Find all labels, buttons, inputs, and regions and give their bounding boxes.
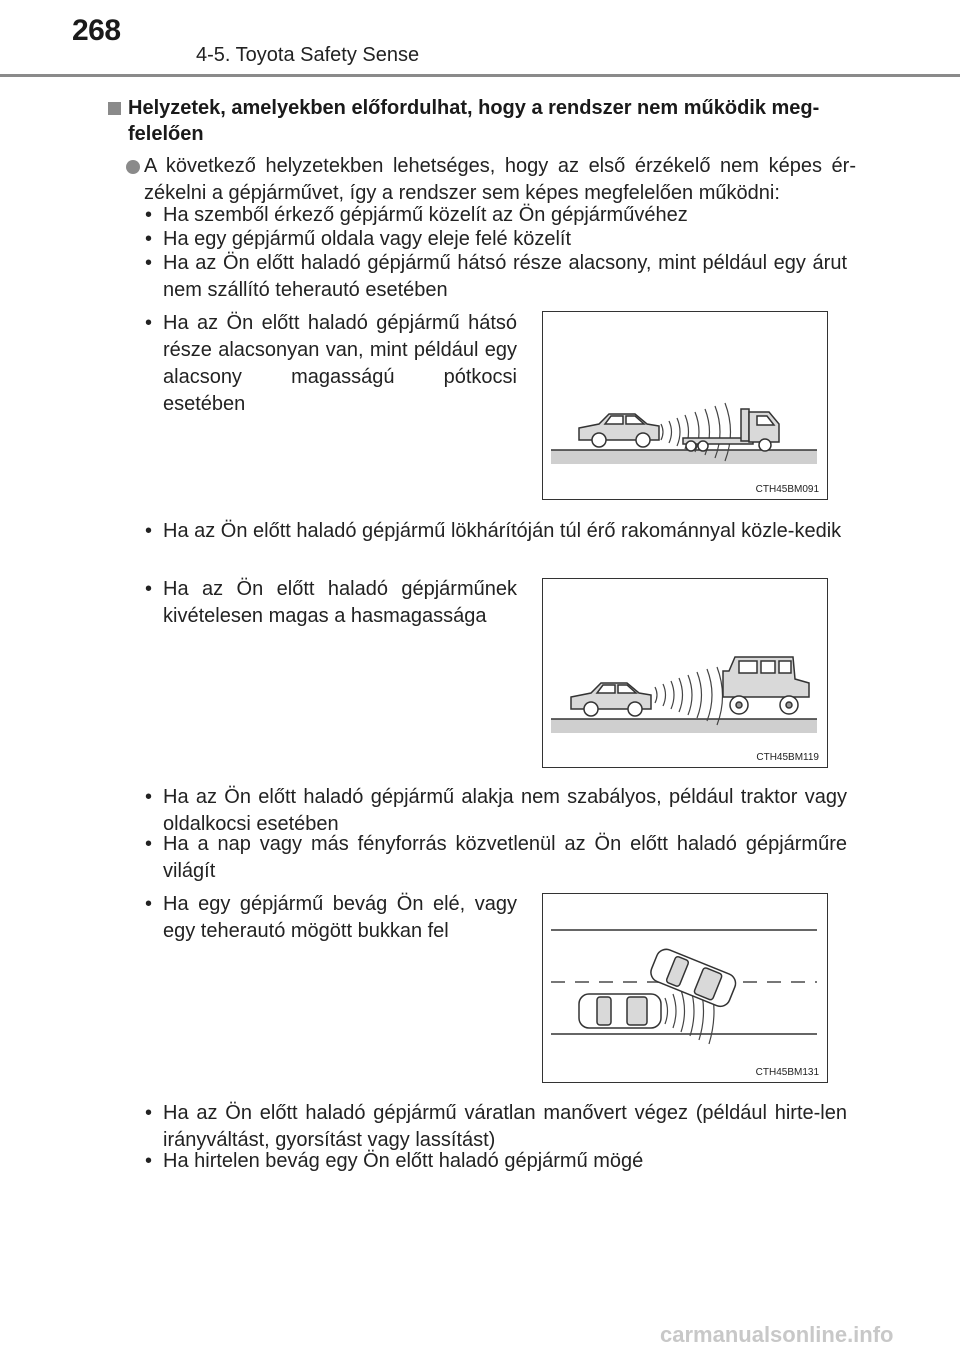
circle-bullet-icon: [126, 160, 140, 174]
list-item: • Ha egy gépjármű oldala vagy eleje felé közelít: [145, 228, 572, 250]
radar-waves-icon: [655, 667, 723, 725]
list-item: • Ha a nap vagy más fényforrás közvetlenül az Ön előtt haladó gépjárműre világít: [145, 833, 847, 882]
car-icon: [579, 414, 659, 447]
car-icon: [579, 994, 661, 1028]
figure-code: CTH45BM119: [756, 752, 819, 763]
list-item: • Ha az Ön előtt haladó gépjárműnek kivételesen magas a hasmagassága: [145, 578, 517, 627]
section-heading: [108, 95, 858, 147]
page-header: [0, 0, 960, 80]
list-item: • Ha az Ön előtt haladó gépjármű hátsó része alacsonyan van, mint például egy alacsony magasságú pótkocsi esetében: [145, 312, 517, 415]
figure-low-trailer: [542, 311, 828, 500]
list-item: • Ha egy gépjármű bevág Ön elé, vagy egy teherautó mögött bukkan fel: [145, 893, 517, 942]
list-item: • Ha az Ön előtt haladó gépjármű alakja nem szabályos, például traktor vagy oldalkocsi esetében: [145, 786, 847, 835]
header-rule: [0, 74, 960, 77]
list-item: • Ha az Ön előtt haladó gépjármű váratlan manővert végez (például hirte-len irányváltást, gyorsítást vagy lassítást): [145, 1102, 847, 1151]
section-title: 4-5. Toyota Safety Sense: [196, 44, 420, 66]
intro-paragraph: [126, 153, 856, 207]
low-trailer-illustration: [543, 312, 827, 499]
heading-line-2: felelően: [128, 123, 204, 145]
cut-in-illustration: [543, 894, 827, 1082]
car-icon: [571, 683, 651, 716]
list-item: • Ha az Ön előtt haladó gépjármű hátsó része alacsony, mint például egy árut nem szállító teherautó esetében: [145, 252, 847, 301]
list-item: • Ha az Ön előtt haladó gépjármű lökhárítóján túl érő rakománnyal közle-kedik: [145, 520, 842, 542]
figure-code: CTH45BM131: [755, 1067, 819, 1078]
high-clearance-illustration: [543, 579, 827, 767]
heading-line-1: Helyzetek, amelyekben előfordulhat, hogy a rendszer nem működik meg-: [128, 97, 820, 119]
square-bullet-icon: [108, 102, 121, 115]
list-item: • Ha hirtelen bevág egy Ön előtt haladó gépjármű mögé: [145, 1150, 644, 1172]
figure-cut-in: [542, 893, 828, 1083]
watermark: carmanualsonline.info: [660, 1322, 894, 1347]
suv-icon: [723, 657, 809, 714]
intro-text: A következő helyzetekben lehetséges, hogy az első érzékelő nem képes ér-zékelni a gépjárművet, így a rendszer sem képes megfelelően működni:: [144, 155, 856, 204]
figure-code: CTH45BM091: [755, 484, 819, 495]
page-number: 268: [72, 14, 121, 47]
list-item: • Ha szemből érkező gépjármű közelít az Ön gépjárművéhez: [145, 204, 688, 226]
figure-high-clearance: [542, 578, 828, 768]
